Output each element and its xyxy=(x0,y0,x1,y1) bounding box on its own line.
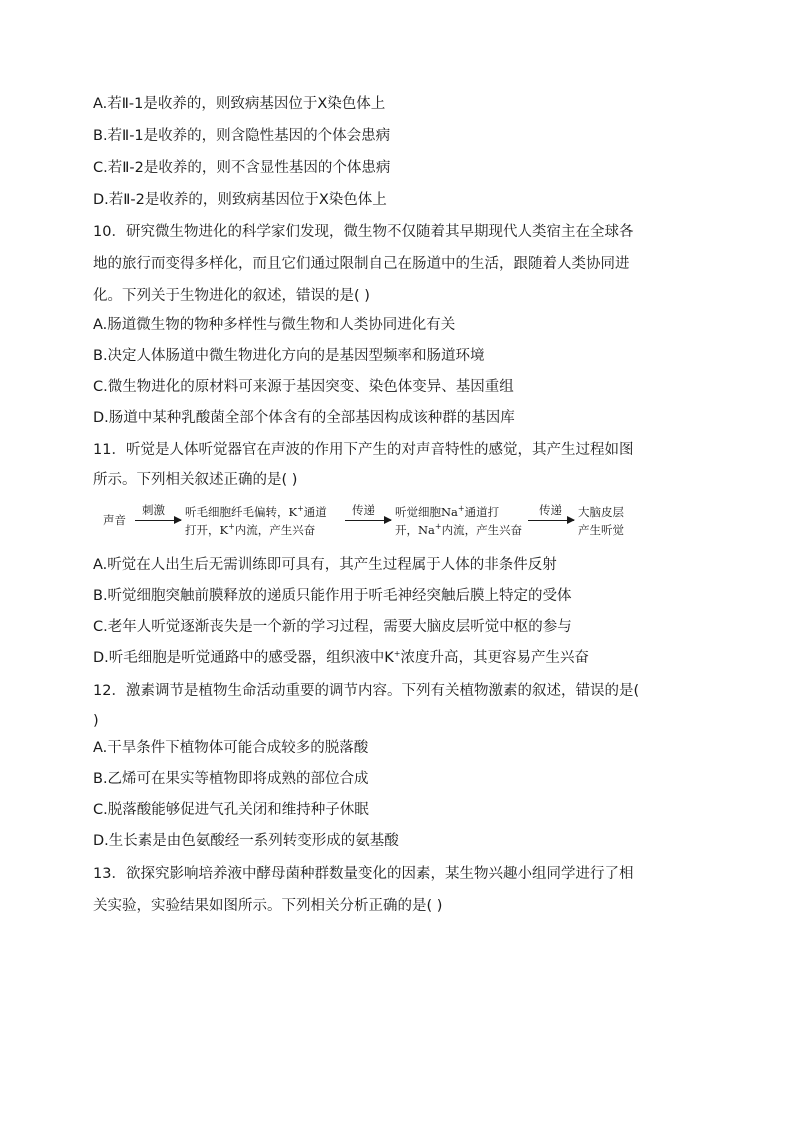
q12-option-d: D.生长素是由色氨酸经一系列转变形成的氨基酸 xyxy=(93,833,399,849)
q11-option-d: D.听毛细胞是听觉通路中的感受器，组织液中K+浓度升高，其更容易产生兴奋 xyxy=(93,649,589,666)
q11-option-c: C.老年人听觉逐渐丧失是一个新的学习过程，需要大脑皮层听觉中枢的参与 xyxy=(93,619,572,635)
q11-stem-line2: 所示。下列相关叙述正确的是( ) xyxy=(93,472,298,488)
q12-option-c: C.脱落酸能够促进气孔关闭和维持种子休眠 xyxy=(93,802,369,818)
q12-option-a: A.干旱条件下植物体可能合成较多的脱落酸 xyxy=(93,740,369,756)
q10-option-d: D.肠道中某种乳酸菌全部个体含有的全部基因构成该种群的基因库 xyxy=(93,410,515,426)
flow-arrow1-label: 刺激 xyxy=(142,503,165,517)
flow-end-line1: 大脑皮层 xyxy=(578,505,624,519)
flow-arrow3-label: 传递 xyxy=(539,503,562,517)
flow-end-line2: 产生听觉 xyxy=(578,523,624,537)
q11-option-a: A.听觉在人出生后无需训练即可具有，其产生过程属于人体的非条件反射 xyxy=(93,557,557,573)
flow-step1-line2: 打开，K+内流，产生兴奋 xyxy=(185,522,316,537)
flow-start: 声音 xyxy=(103,513,126,527)
q10-option-c: C.微生物进化的原材料可来源于基因突变、染色体变异、基因重组 xyxy=(93,379,514,395)
q10-stem-line3: 化。下列关于生物进化的叙述，错误的是( ) xyxy=(93,288,370,304)
q10-option-b: B.决定人体肠道中微生物进化方向的是基因型频率和肠道环境 xyxy=(93,348,485,364)
flow-arrow2 xyxy=(345,520,391,521)
q9-option-d: D.若Ⅱ-2是收养的，则致病基因位于X染色体上 xyxy=(93,192,387,208)
q10-stem-line2: 地的旅行而变得多样化，而且它们通过限制自己在肠道中的生活，跟随着人类协同进 xyxy=(93,256,630,272)
flow-arrow3 xyxy=(528,520,574,521)
flow-step2-line1: 听觉细胞Na+通道打 xyxy=(395,504,500,519)
hearing-flow-diagram xyxy=(93,500,653,546)
q12-option-b: B.乙烯可在果实等植物即将成熟的部位合成 xyxy=(93,771,369,787)
flow-step1-line1: 听毛细胞纤毛偏转，K+通道 xyxy=(185,504,327,519)
q13-stem-line1: 13．欲探究影响培养液中酵母菌种群数量变化的因素，某生物兴趣小组同学进行了相 xyxy=(93,866,634,882)
q9-option-a: A.若Ⅱ-1是收养的，则致病基因位于X染色体上 xyxy=(93,96,386,112)
q11-option-b: B.听觉细胞突触前膜释放的递质只能作用于听毛神经突触后膜上特定的受体 xyxy=(93,588,572,604)
q13-stem-line2: 关实验，实验结果如图所示。下列相关分析正确的是( ) xyxy=(93,898,443,914)
q10-stem-line1: 10．研究微生物进化的科学家们发现，微生物不仅随着其早期现代人类宿主在全球各 xyxy=(93,224,634,240)
flow-arrow1 xyxy=(135,520,181,521)
flow-arrow2-label: 传递 xyxy=(352,503,375,517)
flow-step2-line2: 开，Na+内流，产生兴奋 xyxy=(395,522,523,537)
q9-option-c: C.若Ⅱ-2是收养的，则不含显性基因的个体患病 xyxy=(93,160,391,176)
q12-stem-line2: ) xyxy=(93,713,99,729)
q11-stem-line1: 11．听觉是人体听觉器官在声波的作用下产生的对声音特性的感觉，其产生过程如图 xyxy=(93,442,634,458)
q10-option-a: A.肠道微生物的物种多样性与微生物和人类协同进化有关 xyxy=(93,317,456,333)
q9-option-b: B.若Ⅱ-1是收养的，则含隐性基因的个体会患病 xyxy=(93,128,391,144)
q12-stem-line1: 12．激素调节是植物生命活动重要的调节内容。下列有关植物激素的叙述，错误的是( xyxy=(93,683,640,699)
